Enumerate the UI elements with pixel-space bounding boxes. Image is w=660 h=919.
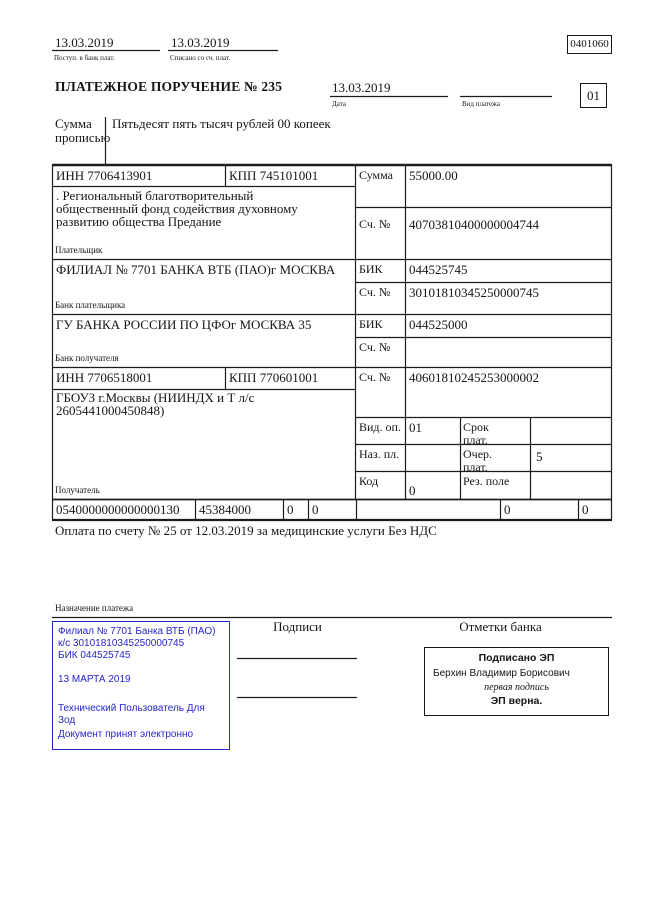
payer-name-line2: общественный фонд содействия духовному <box>56 201 298 216</box>
stamp-bik: БИК 044525745 <box>58 650 131 661</box>
payee-section-label: Получатель <box>55 485 100 495</box>
budget-cell-4: 0 <box>312 502 319 517</box>
bank-stamp <box>52 621 230 750</box>
purpose-code-label: Наз. пл. <box>359 447 400 461</box>
payer-name-line1: . Региональный благотворительный <box>56 188 254 203</box>
payee-account: 40601810245253000002 <box>409 370 539 385</box>
payer-bank-account: 30101810345250000745 <box>409 285 539 300</box>
payer-section-label: Плательщик <box>55 245 103 255</box>
payee-bank-bik-label: БИК <box>359 317 383 331</box>
amount-label: Сумма <box>359 168 393 182</box>
payee-name-line1: ГБОУЗ г.Москвы (НИИНДХ и Т л/с <box>56 390 255 405</box>
payer-name-line3: развитию общества Предание <box>56 214 222 229</box>
document-title: ПЛАТЕЖНОЕ ПОРУЧЕНИЕ № 235 <box>55 79 283 94</box>
code-value: 0 <box>409 483 416 498</box>
reserve-field-label: Рез. поле <box>463 474 510 488</box>
payer-kpp: КПП 745101001 <box>229 168 319 183</box>
payer-bank-bik-label: БИК <box>359 262 383 276</box>
payer-bank-bik: 044525745 <box>409 262 468 277</box>
amount-in-words: Пятьдесят пять тысяч рублей 00 копеек <box>112 116 331 131</box>
esign-verdict: ЭП верна. <box>490 695 543 707</box>
received-date: 13.03.2019 <box>55 35 114 50</box>
budget-cell-oktmo: 45384000 <box>199 502 251 517</box>
document-date: 13.03.2019 <box>332 80 391 95</box>
payee-name-line2: 2605441000450848) <box>56 403 165 418</box>
payer-bank-section-label: Банк плательщика <box>55 300 126 310</box>
stamp-user-line2: Зод <box>58 715 76 726</box>
op-kind-value: 01 <box>409 420 422 435</box>
priority-label: Очер. плат. <box>463 447 493 474</box>
payer-account: 40703810400000004744 <box>409 217 539 232</box>
received-date-label: Поступ. в банк плат. <box>54 54 115 62</box>
payer-inn: ИНН 7706413901 <box>56 168 153 183</box>
stamp-date: 13 МАРТА 2019 <box>58 674 131 685</box>
payee-bank-name: ГУ БАНКА РОССИИ ПО ЦФОг МОСКВА 35 <box>56 317 312 332</box>
payee-kpp: КПП 770601001 <box>229 370 319 385</box>
payment-purpose-text: Оплата по счету № 25 от 12.03.2019 за медицинские услуги Без НДС <box>55 523 437 538</box>
budget-cell-6: 0 <box>504 502 511 517</box>
payee-bank-section-label: Банк получателя <box>55 353 119 363</box>
payer-bank-account-label: Сч. № <box>359 285 391 299</box>
budget-cell-3: 0 <box>287 502 294 517</box>
date-label: Дата <box>332 100 346 108</box>
payer-account-label: Сч. № <box>359 217 391 231</box>
debited-date: 13.03.2019 <box>171 35 230 50</box>
budget-cell-7: 0 <box>582 502 589 517</box>
payee-bank-account-label: Сч. № <box>359 340 391 354</box>
stamp-user-line1: Технический Пользователь Для <box>58 703 205 714</box>
stamp-corr-account: к/с 30101810345250000745 <box>58 638 185 649</box>
payment-kind-label: Вид платежа <box>462 100 501 108</box>
bank-marks-title: Отметки банка <box>459 619 542 634</box>
status-code-box: 01 <box>580 83 607 108</box>
priority-value: 5 <box>536 449 543 464</box>
amount-words-label-line2: прописью <box>55 130 111 145</box>
amount-value: 55000.00 <box>409 168 458 183</box>
form-code-box: 0401060 <box>567 35 612 54</box>
budget-cell-kbk: 0540000000000000130 <box>56 502 180 517</box>
esign-title: Подписано ЭП <box>478 652 555 664</box>
payee-bank-bik: 044525000 <box>409 317 468 332</box>
amount-words-label-line1: Сумма <box>55 116 92 131</box>
stamp-status: Документ принят электронно <box>58 729 194 740</box>
due-date-label: Срок плат. <box>463 420 489 447</box>
debited-date-label: Списано со сч. плат. <box>170 54 231 62</box>
payee-account-label: Сч. № <box>359 370 391 384</box>
payer-bank-name: ФИЛИАЛ № 7701 БАНКА ВТБ (ПАО)г МОСКВА <box>56 262 336 277</box>
esign-signer-name: Берхин Владимир Борисович <box>433 668 570 679</box>
esign-stamp <box>424 647 609 716</box>
code-label: Код <box>359 474 379 488</box>
op-kind-label: Вид. оп. <box>359 420 401 434</box>
payment-purpose-label: Назначение платежа <box>55 603 134 613</box>
payee-inn: ИНН 7706518001 <box>56 370 153 385</box>
stamp-bank-name: Филиал № 7701 Банка ВТБ (ПАО) <box>58 626 216 637</box>
esign-signature-kind: первая подпись <box>484 682 549 693</box>
signatures-title: Подписи <box>273 619 322 634</box>
